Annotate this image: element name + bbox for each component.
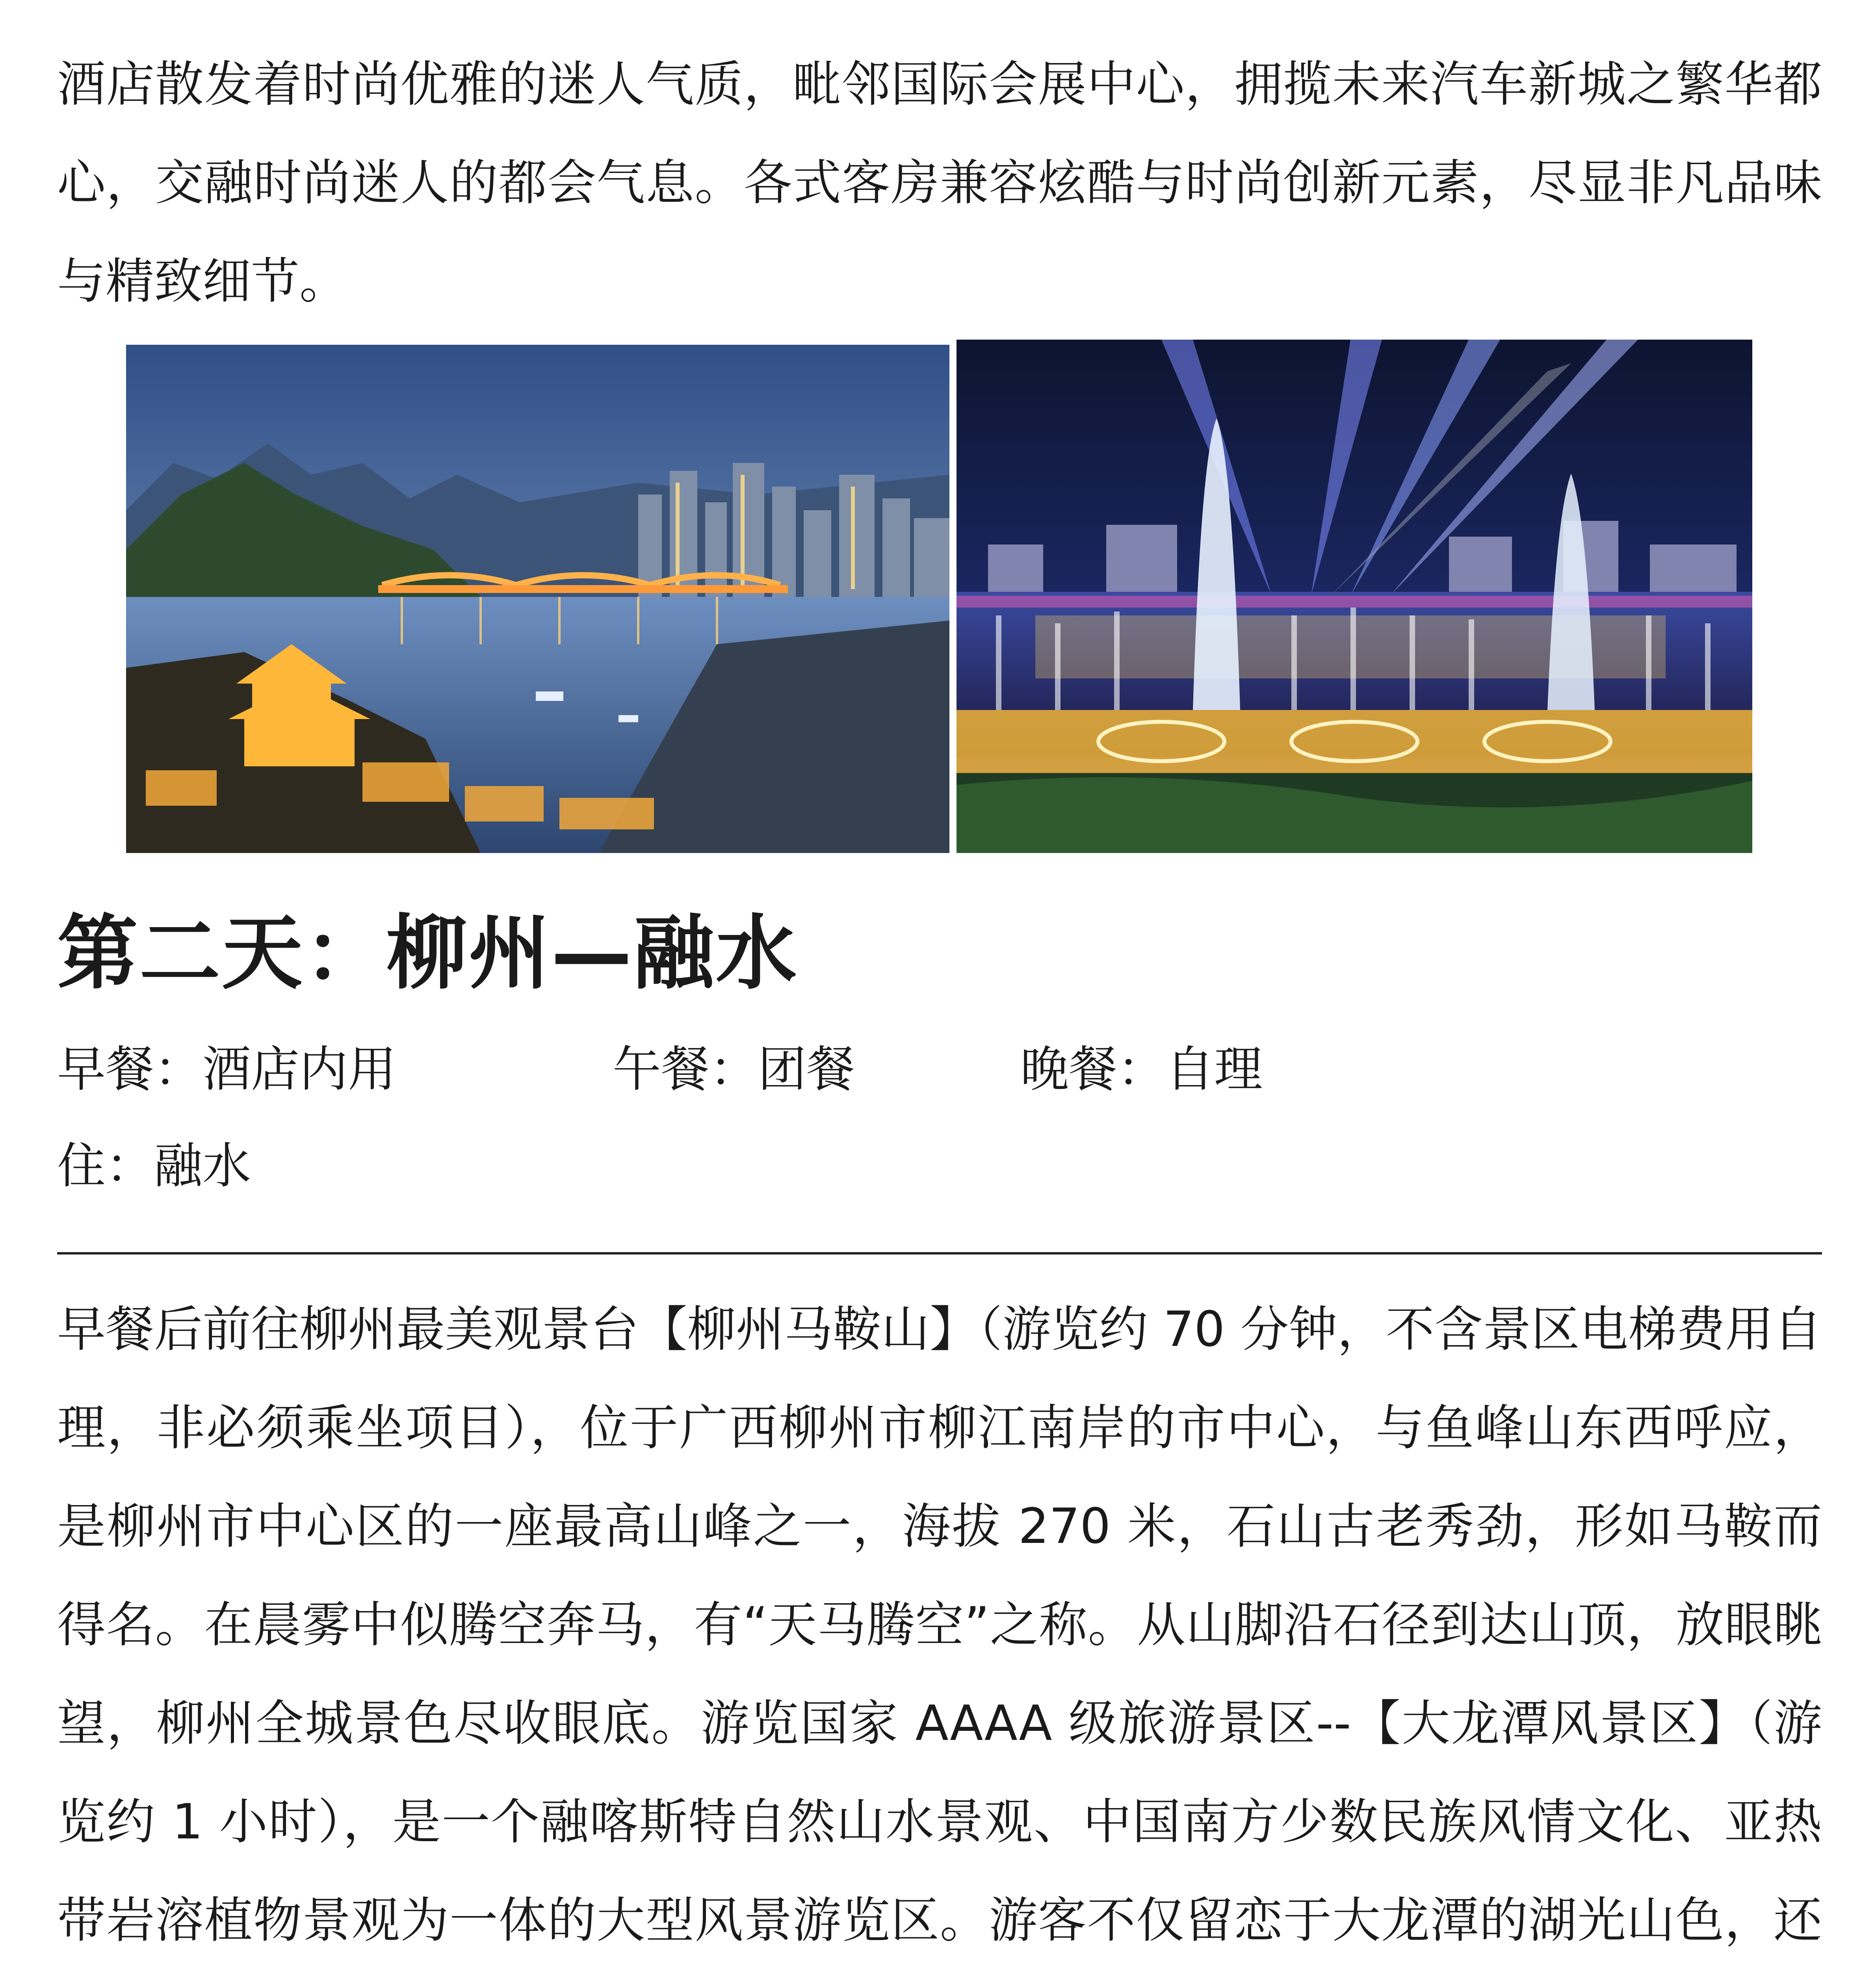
accommodation-info: 住：融水 (57, 1138, 251, 1194)
itinerary-description: 早餐后前往柳州最美观景台【柳州马鞍山】（游览约 70 分钟，不含景区电梯费用自理，非必须乘坐项目），位于广西柳州市柳江南岸的市中心，与鱼峰山东西呼应，是柳州市中心区的一座最高山峰之一，海拔 270 米，石山古老秀劲，形如马鞍而得名。在晨雾中似腾空奔马，有“天马腾空”之称。从山脚沿石径到达山顶，放眼眺望，柳州全城景色尽收眼底。游览国家 AAAA 级旅游景区--【大龙潭风景区】（游览约 1 小时），是一个融喀斯特自然山水景观、中国南方少数民族风情文化、亚热带岩溶植物景观为一体的大型风景游览区。游客不仅留恋于大龙潭的湖光山色，还 (57, 1301, 1822, 1949)
meal-info-row (0, 1020, 1876, 1119)
liuzhou-night-city-photo (126, 345, 949, 853)
dinner-info: 晚餐：自理 (1020, 1041, 1263, 1098)
lunch-info: 午餐：团餐 (613, 1041, 855, 1098)
section-divider (57, 1252, 1822, 1254)
fountain-light-show-photo (957, 340, 1752, 853)
day-two-title: 第二天：柳州—融水 (57, 907, 798, 1000)
breakfast-info: 早餐：酒店内用 (57, 1041, 396, 1098)
hotel-intro-paragraph: 酒店散发着时尚优雅的迷人气质，毗邻国际会展中心，拥揽未来汽车新城之繁华都心，交融时尚迷人的都会气息。各式客房兼容炫酷与时尚创新元素，尽显非凡品味与精致细节。 (57, 56, 1822, 310)
